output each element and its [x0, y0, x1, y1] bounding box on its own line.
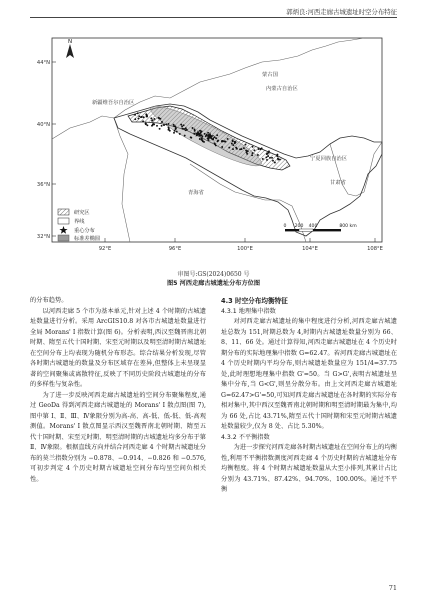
site-dot — [161, 125, 163, 127]
site-dot — [221, 141, 223, 143]
site-dot — [134, 118, 136, 120]
site-dot — [271, 157, 273, 159]
site-dot — [216, 134, 218, 136]
site-dot — [176, 131, 178, 133]
site-dot — [252, 152, 254, 154]
site-dot — [276, 155, 278, 157]
site-dot — [183, 128, 185, 130]
site-dot — [272, 160, 274, 162]
site-dot — [246, 151, 248, 153]
site-dot — [194, 130, 196, 132]
lon-label-100: 100°E — [237, 246, 253, 252]
site-dot — [232, 140, 234, 142]
site-dot — [142, 120, 144, 122]
site-dot — [245, 149, 247, 151]
lat-label-44: 44°N — [36, 60, 50, 66]
site-dot — [258, 148, 260, 150]
site-dot — [165, 123, 167, 125]
running-header: 郭炳良:河西走廊古城遗址时空分布特征 — [286, 8, 397, 16]
lon-label-104: 104°E — [302, 246, 318, 252]
site-dot — [251, 154, 253, 156]
figure-map — [30, 24, 397, 264]
site-dot — [145, 123, 147, 125]
site-dot — [265, 156, 267, 158]
header-rule — [30, 17, 397, 18]
site-dot — [168, 127, 170, 129]
subsection-heading-concentration: 4.3.1 地理集中指数 — [221, 307, 276, 315]
site-dot — [159, 128, 161, 130]
map-svg — [30, 24, 397, 264]
site-dot — [266, 152, 268, 154]
site-dot — [214, 136, 216, 138]
paragraph-morans-scatter: 为了进一步反映河西走廊古城遗址的空间分布聚集程度,通过 GeoDa 得到河西走廊古城遗址的 Morans' I 散点图(图 7),图中第 Ⅰ、Ⅱ、Ⅲ、Ⅳ象限分别为高-高、高-低、低-低、低-高观测值。Morans' I 散点图显示西汉至魏晋南北朝时期、隋至五代十国时期、宋至元时期、明至清时期的古城遗址均多分布于第 Ⅱ、Ⅳ象限。根据直线方向并结合河西走廊 4 个时期古城遗址分布的莫兰指数分别为 −0.878、−0.914、−0.826 和 −0.576,可初步判定 4 个历史时期古城遗址空间分布均呈空间负相关性。 — [30, 391, 206, 483]
lon-label-108: 108°E — [367, 246, 383, 252]
site-dot — [266, 159, 268, 161]
label-gansu: 甘肃省 — [330, 180, 346, 186]
legend-line-icon — [58, 218, 69, 224]
site-dot — [151, 125, 153, 127]
lat-label-40: 40°N — [36, 122, 50, 128]
site-dot — [223, 140, 225, 142]
site-dot — [246, 153, 248, 155]
site-dot — [262, 158, 264, 160]
scale-label-0: 0 — [283, 224, 287, 229]
site-dot — [143, 116, 145, 118]
site-dot — [146, 115, 148, 117]
site-dot — [184, 135, 186, 137]
site-dot — [267, 155, 269, 157]
site-dot — [274, 162, 276, 164]
site-dot — [261, 147, 263, 149]
site-dot — [180, 124, 182, 126]
site-dot — [236, 148, 238, 150]
legend-gray-box-icon — [58, 235, 69, 241]
site-dot — [217, 140, 219, 142]
site-dot — [201, 139, 203, 141]
label-qinghai: 青海省 — [188, 190, 204, 196]
site-dot — [138, 115, 140, 117]
site-dot — [185, 129, 187, 131]
site-dot — [241, 148, 243, 150]
site-dot — [150, 117, 152, 119]
label-ningxia: 宁夏回族自治区 — [310, 156, 348, 162]
site-dot — [173, 132, 175, 134]
site-dot — [277, 159, 279, 161]
site-dot — [174, 130, 176, 132]
site-dot — [153, 118, 155, 120]
site-dot — [243, 147, 245, 149]
site-dot — [192, 127, 194, 129]
paragraph-morans-global: 以河西走廊 5 个市为基本单元,针对上述 4 个时期的古城遗址数量进行分析。采用 ArcGIS10.8 对各市古城遗址数量进行全局 Morans' I 指数计算(图 6)。分析表明,西汉至魏晋南北朝时期、隋至五代十国时期、宋至元时期以及明至清时期古城遗址在空间分布上均表现为随机分布形态。综合结果分析发现,尽管各时期古城遗址的数量及分布区域存在差异,但整体上未呈现显著的空间聚集或离散特征,反映了不同历史阶段古城遗址的分布的多样性与复杂性。 — [30, 307, 206, 388]
site-dot — [137, 117, 139, 119]
site-dot — [257, 154, 259, 156]
site-dot — [190, 136, 192, 138]
site-dot — [253, 149, 255, 151]
site-dot — [193, 133, 195, 135]
legend-hatched-box-icon — [58, 209, 69, 215]
subsection-heading-imbalance: 4.3.2 不平衡指数 — [221, 433, 270, 441]
site-dot — [225, 141, 227, 143]
site-dot — [228, 147, 230, 149]
site-dot — [231, 143, 233, 145]
site-dot — [203, 141, 205, 143]
legend-label-center: 重心分布 — [74, 228, 95, 234]
site-dot — [161, 121, 163, 123]
site-dot — [163, 124, 165, 126]
scale-label-800: 800 km — [339, 224, 357, 229]
north-label: N — [67, 39, 73, 45]
site-dot — [137, 112, 139, 114]
site-dot — [215, 137, 217, 139]
site-dot — [235, 141, 237, 143]
site-dot — [232, 144, 234, 146]
site-dot — [207, 132, 209, 134]
lat-label-32: 32°N — [36, 234, 50, 240]
site-dot — [158, 117, 160, 119]
site-dot — [269, 157, 271, 159]
site-dot — [221, 146, 223, 148]
lon-label-92: 92°E — [98, 246, 112, 252]
site-dot — [141, 116, 143, 118]
site-dot — [181, 125, 183, 127]
site-dot — [201, 136, 203, 138]
site-dot — [227, 138, 229, 140]
legend-label-study-area: 研究区 — [74, 210, 90, 216]
scale-label-400: 400 — [308, 224, 318, 229]
lon-label-96: 96°E — [168, 246, 182, 252]
site-dot — [134, 114, 136, 116]
site-dot — [175, 128, 177, 130]
site-dot — [232, 148, 234, 150]
site-dot — [174, 126, 176, 128]
site-dot — [245, 144, 247, 146]
label-mongolia: 蒙古国 — [262, 72, 278, 78]
site-dot — [204, 133, 206, 135]
right-column — [221, 296, 397, 496]
lat-label-36: 36°N — [36, 182, 50, 188]
site-dot — [146, 124, 148, 126]
site-dot — [279, 158, 281, 160]
paragraph-concentration: 对河西走廊古城遗址的集中程度进行分析,河西走廊古城遗址总数为 151,时期总数为 4,时期内古城遗址数量分别为 66、8、11、66 处。通过计算得知,河西走廊古城遗址在 4 个历史时期分布的实际地理集中指数 G=62.47。若河西走廊古城遗址在 4 个历史时期内平均分布,则古城遗址数量应为 151/4=37.75 处,此时理想地理集中指数 G'=50。当 G>G',表明古城遗址呈集中分布,当 G<G',则呈分散分布。由上文河西走廊古城遗址 G=62.47>G'=50,可知河西走廊古城遗址在各时期的实际分布相对集中,其中西汉至魏晋南北朝时期和明至清时期最为集中,均为 66 处,占比 43.71%,隋至五代十国时期和宋至元时期古城遗址数量较少,仅为 8 处、占比 5.30%。 — [221, 318, 397, 430]
scale-label-200: 200 — [294, 224, 304, 229]
site-dot — [153, 123, 155, 125]
legend-label-boundary: 界线 — [74, 219, 85, 225]
site-dot — [252, 146, 254, 148]
paragraph-continuation: 的分布趋势。 — [30, 297, 68, 304]
map-review-number: 审图号:GS(2024)0650 号 — [177, 271, 250, 278]
site-dot — [179, 133, 181, 135]
paragraph-imbalance: 为进一步探究河西走廊各时期古城遗址在空间分布上的均衡性,利用不平衡指数测度河西走廊 4 个历史时期的古城遗址分布均衡程度。将 4 个时期古城遗址数量从大至小排列,其累计占比分别为 43.71%、87.42%、94.70%、100.00%。通过不平衡 — [221, 444, 397, 493]
legend-label-ellipse: 标准差椭圆 — [74, 236, 100, 242]
site-dot — [199, 138, 201, 140]
site-dot — [268, 150, 270, 152]
page-number: 71 — [388, 584, 397, 592]
site-dot — [168, 123, 170, 125]
label-xinjiang: 新疆维吾尔自治区 — [92, 100, 135, 106]
site-dot — [185, 127, 187, 129]
site-dot — [152, 119, 154, 121]
left-column — [30, 296, 206, 485]
label-inner-mongolia: 内蒙古自治区 — [266, 86, 298, 92]
site-dot — [199, 130, 201, 132]
site-dot — [215, 144, 217, 146]
site-dot — [156, 125, 158, 127]
section-heading: 4.3 时空分布均衡特征 — [221, 297, 288, 305]
figure-caption: 图5 河西走廊古城遗址分布方位图 — [166, 280, 261, 287]
